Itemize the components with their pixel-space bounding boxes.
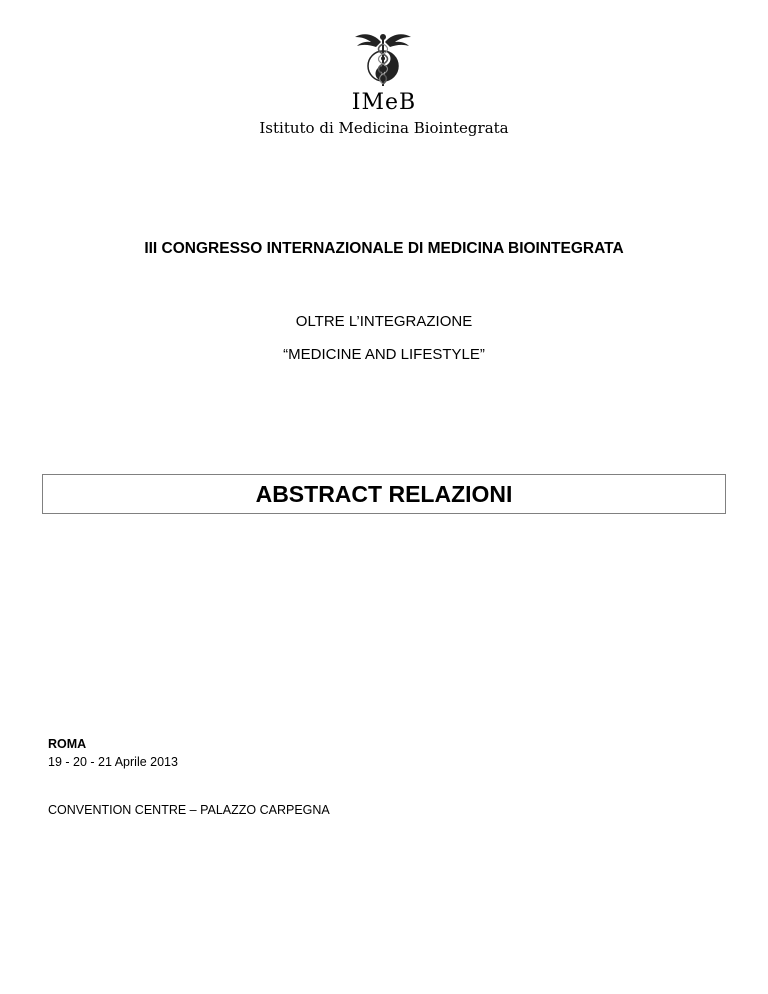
theme-line-1: OLTRE L’INTEGRAZIONE [295, 313, 473, 330]
event-dates: 19 - 20 - 21 Aprile 2013 [48, 755, 178, 769]
event-venue: CONVENTION CENTRE – PALAZZO CARPEGNA [48, 803, 330, 817]
imeb-logo-icon [352, 28, 414, 88]
event-city: ROMA [48, 737, 87, 751]
theme-line-2: “MEDICINE AND LIFESTYLE” [283, 346, 485, 363]
section-heading: ABSTRACT RELAZIONI [255, 480, 513, 507]
congress-title: III CONGRESSO INTERNAZIONALE DI MEDICINA BIOINTEGRATA [144, 240, 624, 257]
section-heading-box [42, 474, 726, 514]
caduceus-yin-yang-icon [352, 28, 414, 88]
logo-title: IMeB [351, 90, 417, 115]
logo-subtitle: Istituto di Medicina Biointegrata [259, 119, 509, 137]
